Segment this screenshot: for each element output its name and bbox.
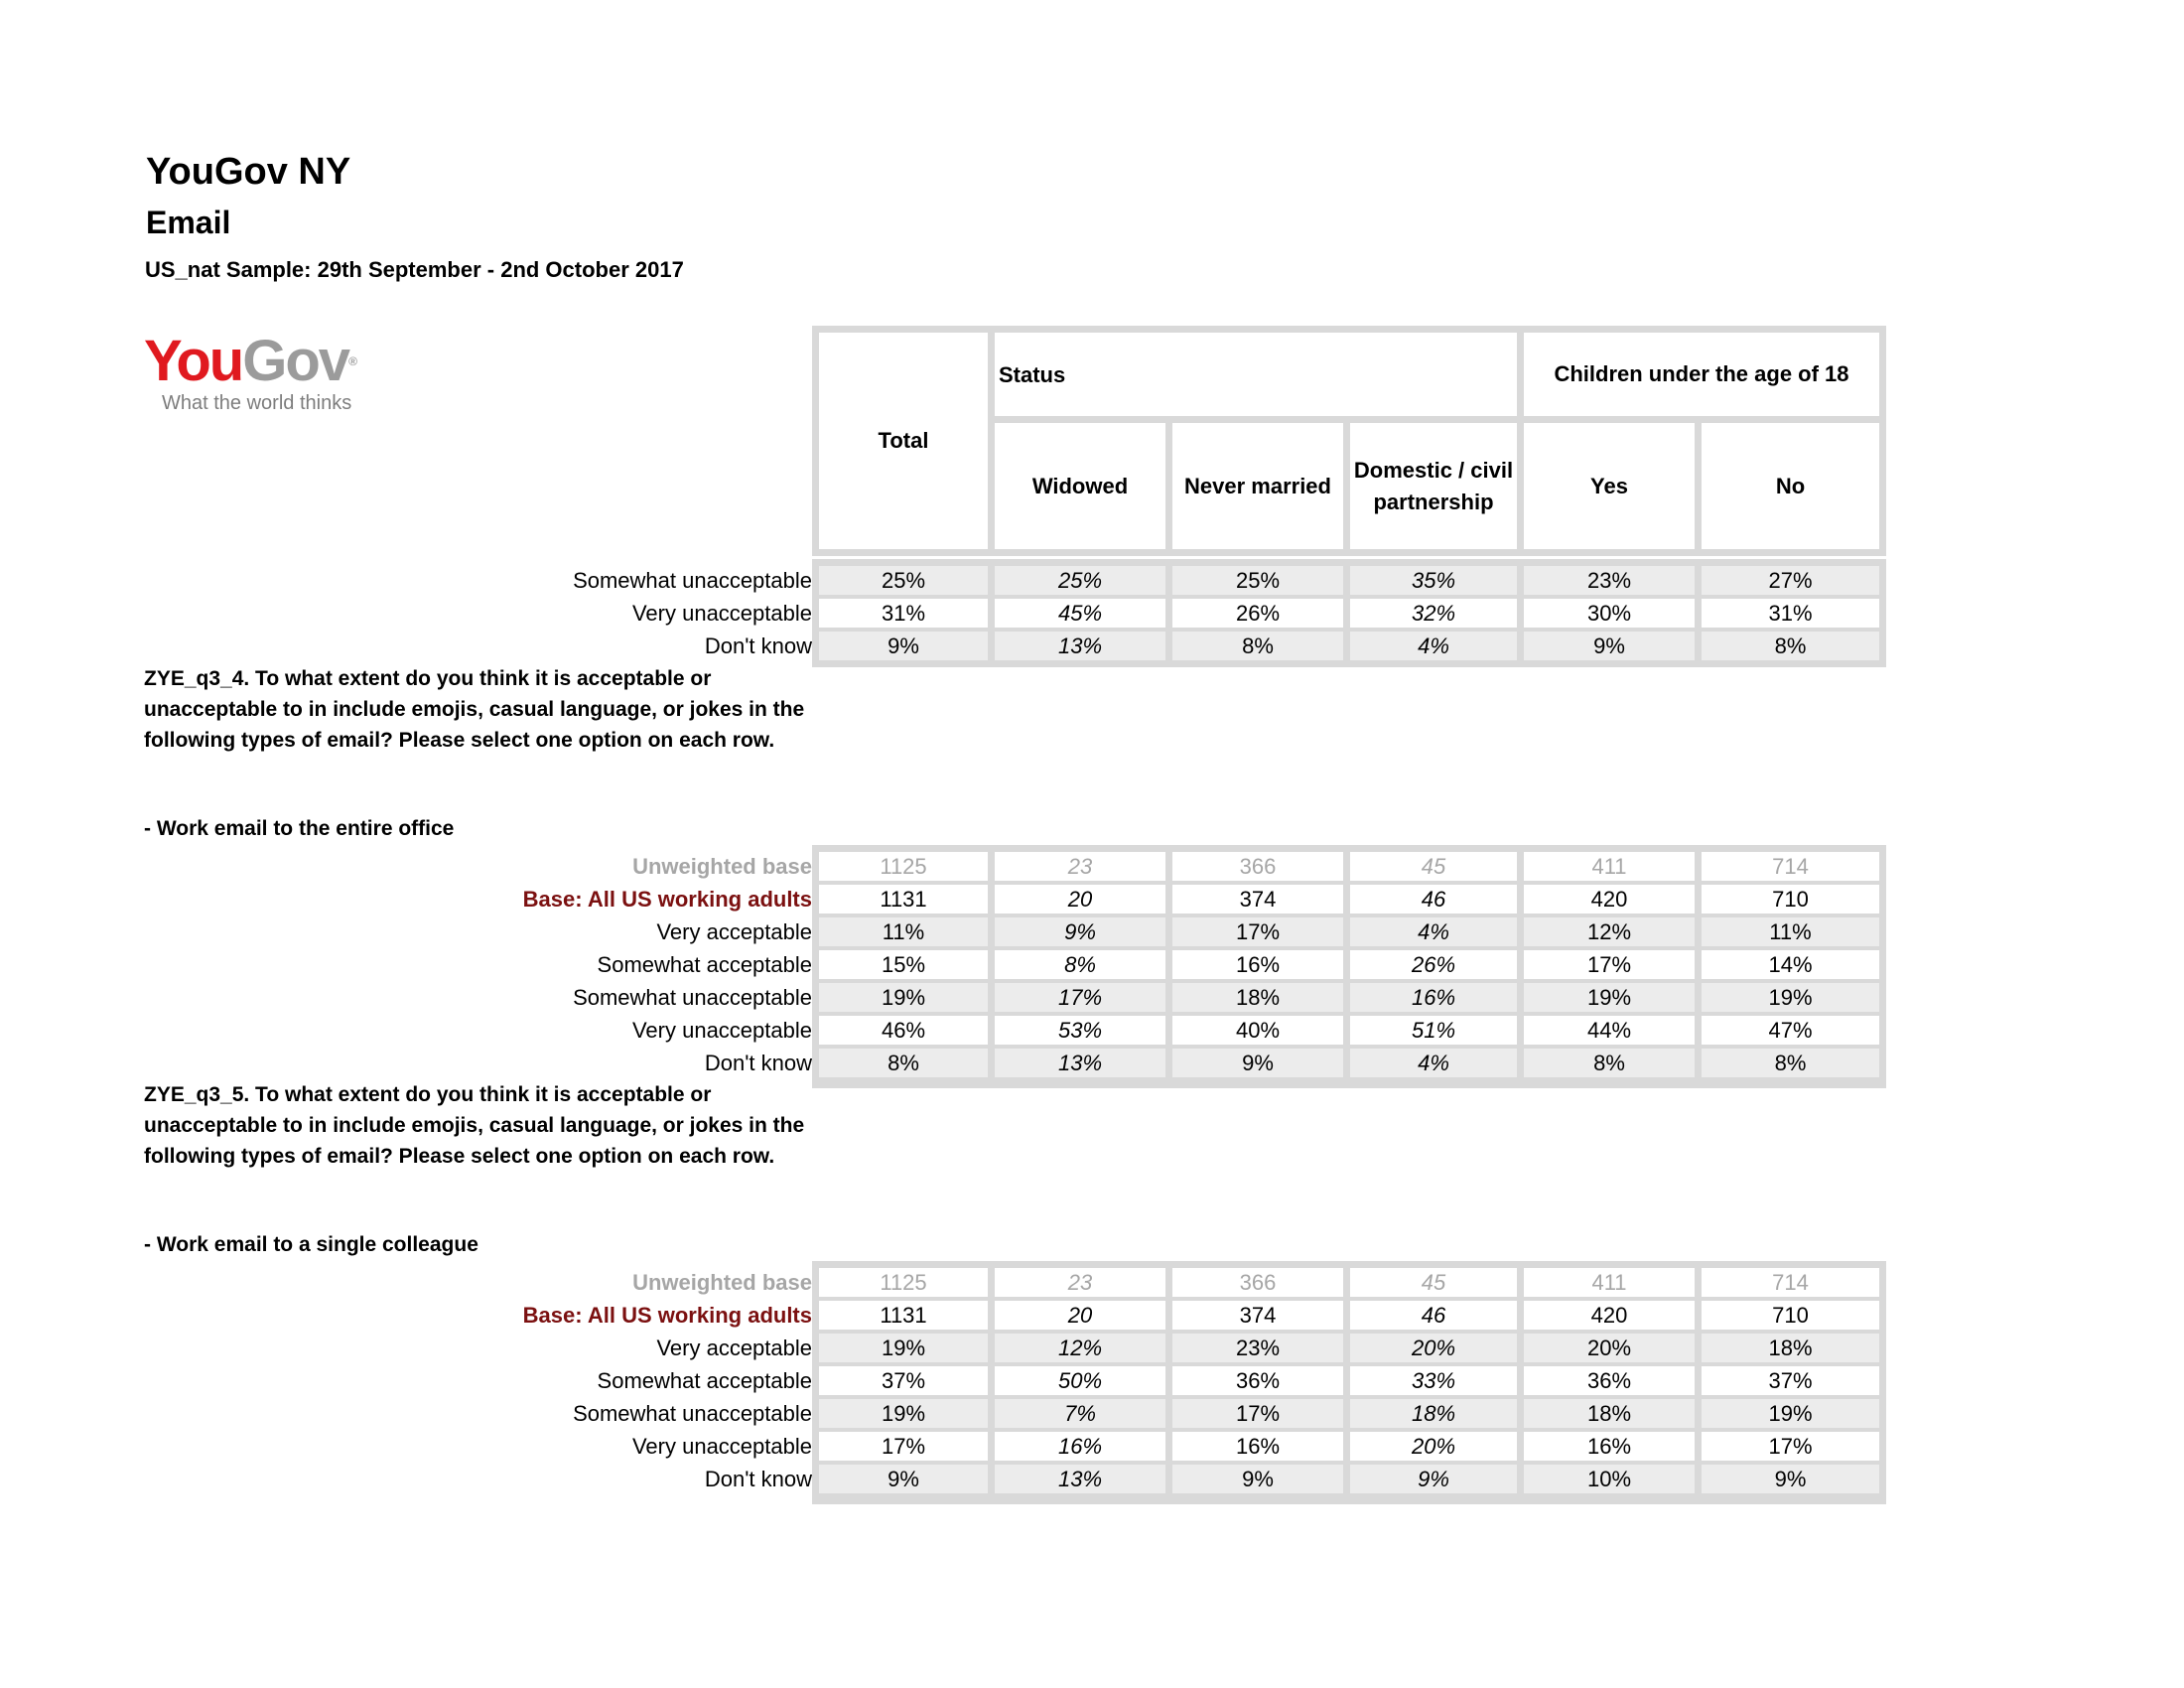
table-cell: 18% xyxy=(1524,1399,1695,1428)
table-cell: 46 xyxy=(1350,1301,1517,1330)
table-row xyxy=(812,1301,1886,1330)
table-cell: 51% xyxy=(1350,1016,1517,1045)
table-cell: 20% xyxy=(1524,1334,1695,1362)
registered-mark: ® xyxy=(348,354,355,368)
table-cell: 25% xyxy=(1172,566,1343,595)
row-label: Somewhat unacceptable xyxy=(573,985,812,1010)
row-label: Base: All US working adults xyxy=(522,1303,812,1328)
table-row xyxy=(812,1049,1886,1077)
table-cell: 19% xyxy=(819,1334,988,1362)
table-cell: 33% xyxy=(1350,1366,1517,1395)
table-cell: 17% xyxy=(1524,950,1695,979)
question-text: ZYE_q3_5. To what extent do you think it is acceptable or unacceptable to in include emojis, casual language, or jokes in the following types of email? Please select one option on each row. xyxy=(144,1083,805,1168)
table-row xyxy=(812,566,1886,595)
table-cell: 714 xyxy=(1702,852,1879,881)
table-cell: 9% xyxy=(1172,1465,1343,1493)
table-cell: 23 xyxy=(995,852,1165,881)
row-label: Very unacceptable xyxy=(631,1018,812,1043)
table-cell: 9% xyxy=(1524,632,1695,660)
table-row xyxy=(812,852,1886,881)
table-cell: 411 xyxy=(1524,852,1695,881)
table-row xyxy=(812,1432,1886,1461)
table-cell: 8% xyxy=(1702,1049,1879,1077)
table-cell: 47% xyxy=(1702,1016,1879,1045)
table-cell: 17% xyxy=(995,983,1165,1012)
table-cell: 16% xyxy=(1524,1432,1695,1461)
table-cell: 13% xyxy=(995,1465,1165,1493)
table-cell: 53% xyxy=(995,1016,1165,1045)
table-cell: 9% xyxy=(1350,1465,1517,1493)
row-label: Don't know xyxy=(704,633,812,658)
table-cell: 26% xyxy=(1172,599,1343,628)
table-cell: 17% xyxy=(1172,917,1343,946)
table-cell: 9% xyxy=(1702,1465,1879,1493)
yougov-logo xyxy=(144,329,382,422)
col-header-never-married: Never married xyxy=(1172,423,1343,549)
table-cell: 17% xyxy=(1702,1432,1879,1461)
table-cell: 18% xyxy=(1702,1334,1879,1362)
table-cell: 9% xyxy=(819,632,988,660)
table-row xyxy=(812,599,1886,628)
table-cell: 1131 xyxy=(819,885,988,914)
table-cell: 4% xyxy=(1350,632,1517,660)
row-label: Don't know xyxy=(704,1051,812,1075)
table-row xyxy=(812,917,1886,946)
row-label: Somewhat acceptable xyxy=(597,1368,812,1393)
row-label: Somewhat unacceptable xyxy=(573,568,812,593)
table-cell: 23% xyxy=(1524,566,1695,595)
table-cell: 19% xyxy=(819,1399,988,1428)
table-cell: 710 xyxy=(1702,1301,1879,1330)
question-subtitle: - Work email to the entire office xyxy=(144,817,455,840)
table-cell: 366 xyxy=(1172,852,1343,881)
table-cell: 15% xyxy=(819,950,988,979)
col-group-children: Children under the age of 18 xyxy=(1524,333,1879,416)
sample-description: US_nat Sample: 29th September - 2nd October 2017 xyxy=(145,257,684,282)
question-text: ZYE_q3_4. To what extent do you think it is acceptable or unacceptable to in include emojis, casual language, or jokes in the following types of email? Please select one option on each row. xyxy=(144,667,805,752)
table-cell: 45 xyxy=(1350,1268,1517,1297)
table-cell: 1125 xyxy=(819,1268,988,1297)
table-cell: 8% xyxy=(1702,632,1879,660)
logo-wordmark xyxy=(144,329,382,393)
table-cell: 8% xyxy=(1524,1049,1695,1077)
table-cell: 9% xyxy=(995,917,1165,946)
row-label: Somewhat unacceptable xyxy=(573,1401,812,1426)
col-header-domestic: Domestic / civil partnership xyxy=(1350,423,1517,549)
page-subtitle: Email xyxy=(146,205,231,240)
table-cell: 14% xyxy=(1702,950,1879,979)
table-cell: 12% xyxy=(995,1334,1165,1362)
row-label: Very acceptable xyxy=(656,919,812,944)
row-label: Very acceptable xyxy=(656,1336,812,1360)
table-cell: 25% xyxy=(995,566,1165,595)
table-cell: 8% xyxy=(819,1049,988,1077)
table-cell: 23 xyxy=(995,1268,1165,1297)
table-row xyxy=(812,1366,1886,1395)
table-cell: 710 xyxy=(1702,885,1879,914)
table-cell: 16% xyxy=(1172,950,1343,979)
table-row xyxy=(812,632,1886,660)
table-cell: 36% xyxy=(1524,1366,1695,1395)
table-row xyxy=(812,1399,1886,1428)
row-label: Very unacceptable xyxy=(631,601,812,626)
column-header-grid xyxy=(812,326,1886,556)
table-cell: 10% xyxy=(1524,1465,1695,1493)
table-cell: 20% xyxy=(1350,1334,1517,1362)
table-cell: 26% xyxy=(1350,950,1517,979)
table-cell: 45 xyxy=(1350,852,1517,881)
table-cell: 16% xyxy=(995,1432,1165,1461)
table-cell: 16% xyxy=(1350,983,1517,1012)
table-cell: 45% xyxy=(995,599,1165,628)
table-row xyxy=(812,885,1886,914)
table-cell: 374 xyxy=(1172,885,1343,914)
table-cell: 11% xyxy=(819,917,988,946)
table-cell: 9% xyxy=(1172,1049,1343,1077)
col-group-status: Status xyxy=(995,333,1517,416)
table-cell: 17% xyxy=(1172,1399,1343,1428)
table-cell: 20% xyxy=(1350,1432,1517,1461)
row-label: Unweighted base xyxy=(632,854,812,879)
table-cell: 20 xyxy=(995,1301,1165,1330)
table-cell: 46 xyxy=(1350,885,1517,914)
table-cell: 12% xyxy=(1524,917,1695,946)
table-cell: 4% xyxy=(1350,917,1517,946)
table-cell: 25% xyxy=(819,566,988,595)
table-cell: 44% xyxy=(1524,1016,1695,1045)
row-label: Base: All US working adults xyxy=(522,887,812,912)
row-label: Unweighted base xyxy=(632,1270,812,1295)
table-row xyxy=(812,950,1886,979)
question-subtitle: - Work email to a single colleague xyxy=(144,1233,478,1256)
logo-tagline: What the world thinks xyxy=(162,392,352,414)
table-row xyxy=(812,1268,1886,1297)
table-cell: 4% xyxy=(1350,1049,1517,1077)
table-cell: 420 xyxy=(1524,885,1695,914)
col-header-no: No xyxy=(1702,423,1879,549)
table-cell: 50% xyxy=(995,1366,1165,1395)
table-cell: 13% xyxy=(995,632,1165,660)
table-row xyxy=(812,983,1886,1012)
table-cell: 11% xyxy=(1702,917,1879,946)
table-cell: 30% xyxy=(1524,599,1695,628)
table-cell: 411 xyxy=(1524,1268,1695,1297)
table-cell: 32% xyxy=(1350,599,1517,628)
col-header-yes: Yes xyxy=(1524,423,1695,549)
table-cell: 13% xyxy=(995,1049,1165,1077)
table-cell: 46% xyxy=(819,1016,988,1045)
table-cell: 40% xyxy=(1172,1016,1343,1045)
table-cell: 714 xyxy=(1702,1268,1879,1297)
table-cell: 23% xyxy=(1172,1334,1343,1362)
logo-gov: Gov xyxy=(242,329,349,393)
results-table-3 xyxy=(812,1261,1886,1504)
logo-you: You xyxy=(144,329,243,393)
table-cell: 16% xyxy=(1172,1432,1343,1461)
table-cell: 8% xyxy=(1172,632,1343,660)
table-cell: 19% xyxy=(1702,1399,1879,1428)
table-cell: 18% xyxy=(1172,983,1343,1012)
row-label: Somewhat acceptable xyxy=(597,952,812,977)
table-cell: 19% xyxy=(1702,983,1879,1012)
table-cell: 20 xyxy=(995,885,1165,914)
row-label: Don't know xyxy=(704,1467,812,1491)
col-header-total: Total xyxy=(819,333,988,549)
table-cell: 7% xyxy=(995,1399,1165,1428)
table-cell: 31% xyxy=(819,599,988,628)
table-cell: 8% xyxy=(995,950,1165,979)
table-cell: 420 xyxy=(1524,1301,1695,1330)
table-cell: 18% xyxy=(1350,1399,1517,1428)
table-cell: 1131 xyxy=(819,1301,988,1330)
table-cell: 1125 xyxy=(819,852,988,881)
table-cell: 37% xyxy=(819,1366,988,1395)
page-title: YouGov NY xyxy=(146,151,351,193)
row-label: Very unacceptable xyxy=(631,1434,812,1459)
table-cell: 35% xyxy=(1350,566,1517,595)
table-cell: 9% xyxy=(819,1465,988,1493)
col-header-widowed: Widowed xyxy=(995,423,1165,549)
table-row xyxy=(812,1334,1886,1362)
table-cell: 374 xyxy=(1172,1301,1343,1330)
results-table-1 xyxy=(812,559,1886,667)
table-cell: 19% xyxy=(1524,983,1695,1012)
table-cell: 37% xyxy=(1702,1366,1879,1395)
table-cell: 366 xyxy=(1172,1268,1343,1297)
results-table-2 xyxy=(812,845,1886,1088)
table-row xyxy=(812,1465,1886,1493)
table-cell: 36% xyxy=(1172,1366,1343,1395)
table-cell: 17% xyxy=(819,1432,988,1461)
table-cell: 27% xyxy=(1702,566,1879,595)
table-row xyxy=(812,1016,1886,1045)
table-cell: 31% xyxy=(1702,599,1879,628)
table-cell: 19% xyxy=(819,983,988,1012)
